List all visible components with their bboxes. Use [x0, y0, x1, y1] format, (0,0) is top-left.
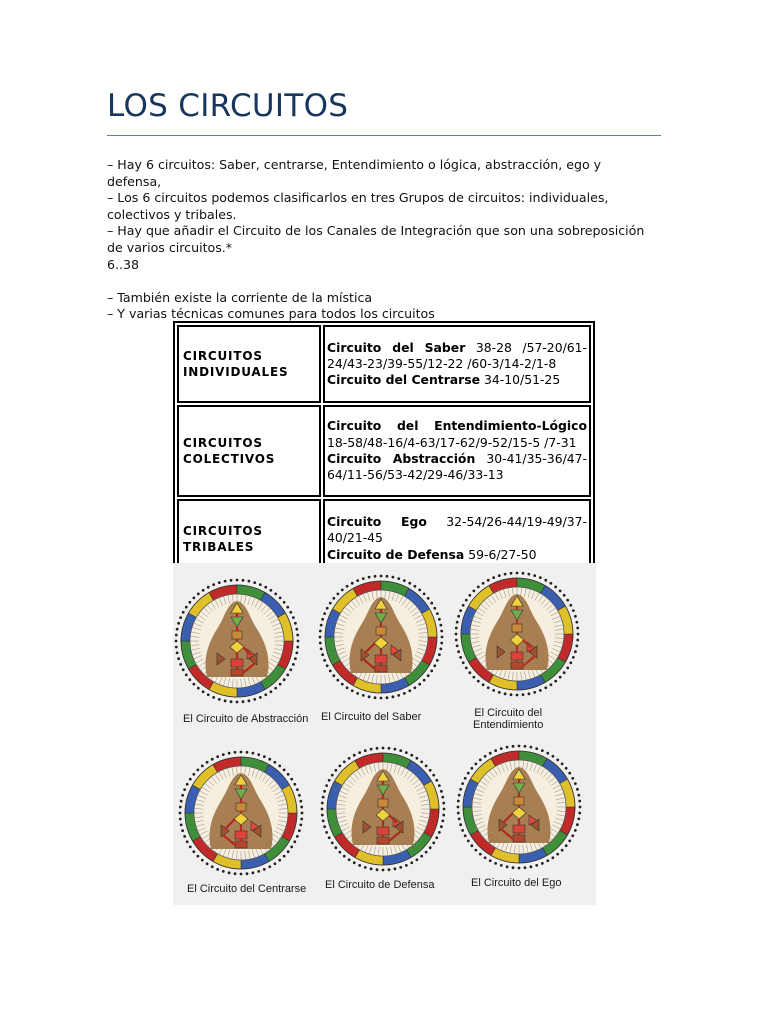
- paragraph: – Los 6 circuitos podemos clasificarlos en tres Grupos de circuitos: individuales, colectivos y tribales.: [107, 190, 609, 222]
- bodygraph-diagram: [454, 742, 584, 872]
- caption-line: El Circuito de Defensa: [325, 879, 435, 891]
- circuit-channels: 18-58/48-16/4-63/17-62/9-52/15-5 /7-31: [327, 434, 577, 450]
- paragraph: – Hay que añadir el Circuito de los Canales de Integración que son una sobreposición de varios circuitos.*: [107, 223, 645, 255]
- circuit-name: Circuito del Centrarse: [327, 372, 481, 388]
- diagram-caption: [187, 883, 306, 895]
- blank-line: [107, 273, 647, 290]
- caption-line: El Circuito de Abstracción: [183, 713, 309, 725]
- intro-text: [107, 157, 647, 323]
- bodygraph-diagram: [172, 576, 302, 706]
- bodygraph-diagram: [452, 569, 582, 699]
- title-underline: [107, 135, 661, 136]
- bodygraph-diagram: [318, 744, 448, 874]
- page-title: LOS CIRCUITOS: [107, 88, 349, 124]
- circuit-channels: 34-10/51-25: [484, 372, 561, 388]
- circuit-channels: 38-28 /57-20/61-24/43-23/39-55/12-22 /60-3/14-2/1-8: [327, 339, 587, 371]
- caption-line: El Circuito del Saber: [321, 711, 422, 723]
- paragraph: – También existe la corriente de la mística: [107, 289, 373, 305]
- caption-line: El Circuito del Centrarse: [187, 883, 307, 895]
- circuit-name: Circuito de Defensa: [327, 546, 465, 562]
- diagram-caption: [473, 707, 543, 731]
- detail-cell: [323, 405, 591, 497]
- bodygraph-diagram: [176, 748, 306, 878]
- circuit-name: Circuito Abstracción: [327, 451, 476, 466]
- circuits-table: [173, 321, 595, 582]
- circuit-channels: 32-54/26-44/19-49/37-40/21-45: [327, 514, 587, 546]
- circuit-name: Circuito del Entendimiento-Lógico: [327, 418, 587, 434]
- table-row: [177, 405, 591, 497]
- diagram-caption: [325, 879, 434, 891]
- caption-line: El Circuito del: [474, 707, 543, 719]
- caption-line: El Circuito del Ego: [471, 877, 562, 889]
- detail-cell: [323, 325, 591, 403]
- group-cell: CIRCUITOS INDIVIDUALES: [177, 325, 321, 403]
- bodygraph-diagram: [316, 572, 446, 702]
- paragraph: – Hay 6 circuitos: Saber, centrarse, Entendimiento o lógica, abstracción, ego y defensa,: [107, 157, 602, 189]
- paragraph: 6..38: [107, 256, 140, 272]
- group-cell: CIRCUITOS TRIBALES: [177, 499, 321, 578]
- circuit-name: Circuito Ego: [327, 514, 427, 530]
- paragraph: – Y varias técnicas comunes para todos los circuitos: [107, 306, 435, 322]
- diagram-caption: [471, 877, 562, 889]
- circuit-channels: 30-41/35-36/47-64/11-56/53-42/29-46/33-13: [327, 451, 587, 483]
- circuits-figure: [173, 563, 596, 905]
- circuit-name: Circuito del Saber: [327, 339, 466, 355]
- diagram-caption: [183, 713, 308, 725]
- diagram-caption: [321, 711, 421, 723]
- table-row: [177, 325, 591, 403]
- caption-line: Entendimiento: [473, 719, 544, 731]
- group-cell: CIRCUITOS COLECTIVOS: [177, 405, 321, 497]
- circuit-channels: 59-6/27-50: [468, 546, 537, 562]
